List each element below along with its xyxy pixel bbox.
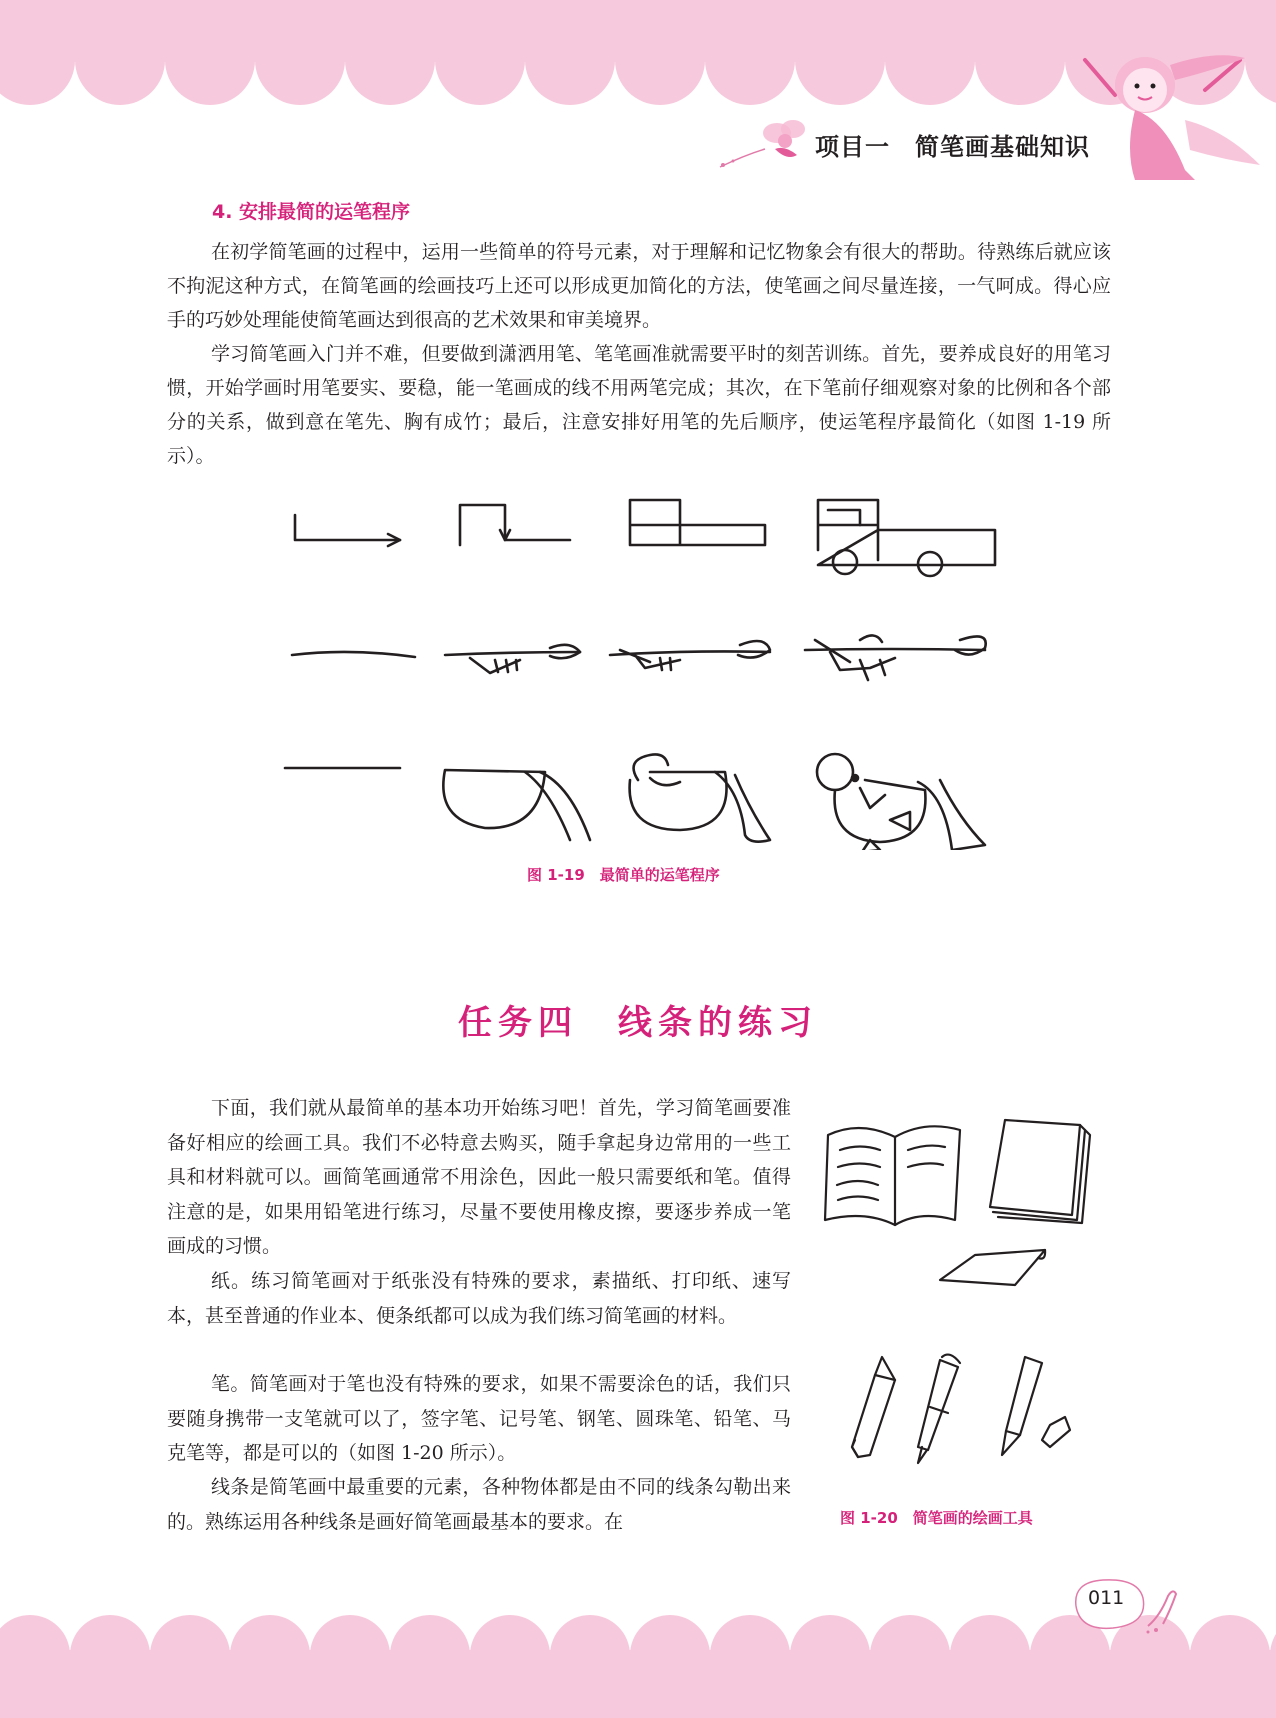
body-paragraph: 学习简笔画入门并不难，但要做到潇洒用笔、笔笔画准就需要平时的刻苦训练。首先，要养成良好的用笔习惯，开始学画时用笔要实、要稳，能一笔画成的线不用两笔完成；其次，在下笔前仔细观察对象的比例和各个部分的关系，做到意在笔先、胸有成竹；最后，注意安排好用笔的先后顺序，使运笔程序最简化（如图 1-19 所示）。 <box>167 343 1111 467</box>
marker-pen-icon <box>918 1355 960 1463</box>
notebook-icon <box>990 1120 1090 1223</box>
body-paragraph: 纸。练习简笔画对于纸张没有特殊的要求，素描纸、打印纸、速写本，甚至普通的作业本、便条纸都可以成为我们练习简笔画的材料。 <box>167 1270 791 1327</box>
truck-sequence <box>295 500 995 576</box>
fountain-pen-icon <box>1002 1357 1070 1455</box>
fish-sequence <box>292 635 986 680</box>
figure-stroke-sequence <box>270 490 1010 850</box>
pencil-icon <box>852 1357 895 1457</box>
figure-caption: 图 1-20 简笔画的绘画工具 <box>840 1509 1033 1527</box>
figure-caption: 图 1-19 最简单的运笔程序 <box>527 866 720 884</box>
page-number: 011 <box>1088 1587 1125 1609</box>
body-paragraph: 下面，我们就从最简单的基本功开始练习吧！首先，学习简笔画要准备好相应的绘画工具。我们不必特意去购买，随手拿起身边常用的一些工具和材料就可以。画简笔画通常不用涂色，因此一般只需要纸和笔。值得注意的是，如果用铅笔进行练习，尽量不要使用橡皮擦，要逐步养成一笔画成的习惯。 <box>167 1097 791 1257</box>
figure-drawing-tools <box>810 1095 1100 1485</box>
chapter-header-title: 项目一 简笔画基础知识 <box>815 133 1090 161</box>
body-paragraph: 在初学简笔画的过程中，运用一些简单的符号元素，对于理解和记忆物象会有很大的帮助。待熟练后就应该不拘泥这种方式，在简笔画的绘画技巧上还可以形成更加简化的方法，使笔画之间尽量连接，一气呵成。得心应手的巧妙处理能使简笔画达到很高的艺术效果和审美境界。 <box>167 241 1111 331</box>
girl-mascot-icon <box>1075 40 1275 180</box>
open-book-icon <box>825 1126 960 1225</box>
body-paragraph: 笔。简笔画对于笔也没有特殊的要求，如果不需要涂色的话，我们只要随身携带一支笔就可以了，签字笔、记号笔、钢笔、圆珠笔、铅笔、马克笔等，都是可以的（如图 1-20 所示）。 <box>167 1373 791 1464</box>
paper-sheet-icon <box>940 1250 1045 1285</box>
body-paragraph: 线条是简笔画中最重要的元素，各种物体都是由不同的线条勾勒出来的。熟练运用各种线条是画好简笔画最基本的要求。在 <box>167 1476 791 1533</box>
section-subheading: 4. 安排最简的运笔程序 <box>212 201 411 223</box>
section-title: 任务四 线条的练习 <box>458 1003 818 1043</box>
page-number-bubble-icon <box>1068 1576 1188 1636</box>
small-fairy-icon <box>715 115 810 175</box>
elephant-sequence <box>285 754 985 850</box>
